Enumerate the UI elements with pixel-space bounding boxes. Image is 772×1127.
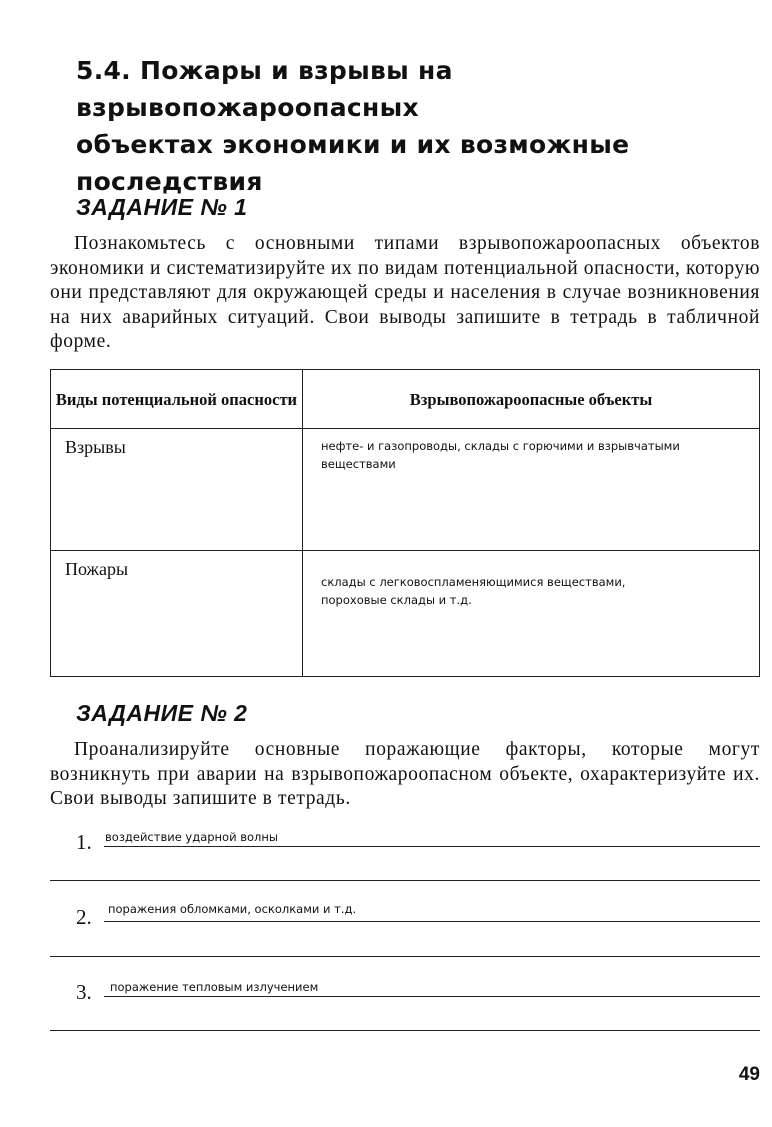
task2-text: Проанализируйте основные поражающие факторы, которые могут возникнуть при аварии на взрывопожароопасном объекте, охарактеризуйте их. Свои выводы запишите в тетрадь. [50, 739, 760, 809]
task2-heading: ЗАДАНИЕ № 2 [76, 700, 248, 726]
answer-line [50, 1030, 760, 1031]
title-line: последствия [76, 167, 263, 196]
kind-cell: Взрывы [51, 429, 303, 551]
answer-line [104, 921, 760, 922]
answer-line [50, 880, 760, 881]
answer-line [50, 956, 760, 957]
page-title [76, 52, 766, 200]
header-kind: Виды потенциальной опасности [51, 370, 303, 429]
objects-cell: склады с легковоспламеняющимися веществами, пороховые склады и т.д. [303, 551, 760, 677]
answer-text: поражения обломками, осколками и т.д. [108, 902, 357, 916]
table-row [51, 429, 760, 551]
answer-line [104, 846, 760, 847]
page-number: 49 [738, 1064, 760, 1085]
table-row [51, 551, 760, 677]
title-line: объектах экономики и их возможные [76, 130, 630, 159]
objects-cell: нефте- и газопроводы, склады с горючими и взрывчатыми веществами [303, 429, 760, 551]
kind-cell: Пожары [51, 551, 303, 677]
answer-number: 3. [76, 980, 92, 1004]
answer-text: воздействие ударной волны [105, 830, 278, 844]
table-header-row [51, 370, 760, 429]
answer-number: 2. [76, 905, 92, 929]
title-line: 5.4. Пожары и взрывы на взрывопожароопасных [76, 56, 453, 122]
answer-text: поражение тепловым излучением [110, 980, 319, 994]
task1-heading: ЗАДАНИЕ № 1 [76, 194, 248, 220]
header-objects: Взрывопожароопасные объекты [303, 370, 760, 429]
task1-table [50, 369, 760, 677]
answer-number: 1. [76, 830, 92, 854]
task1-text: Познакомьтесь с основными типами взрывопожароопасных объектов экономики и систематизируйте их по видам потенциальной опасности, которую они представляют для окружающей среды и населения в случае возникновения на них аварийных ситуаций. Свои выводы запишите в тетрадь в табличной форме. [50, 233, 760, 352]
answer-line [104, 996, 760, 997]
